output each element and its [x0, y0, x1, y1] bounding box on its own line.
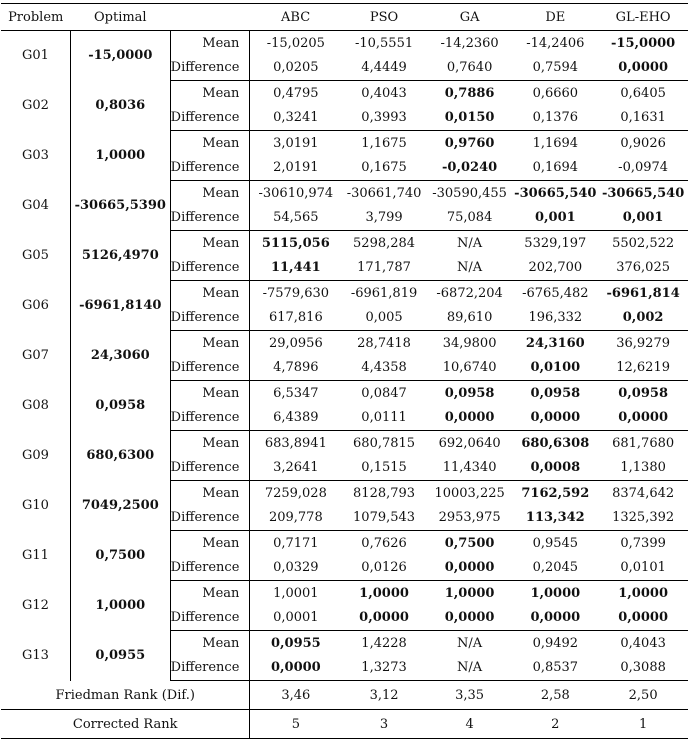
stat-label-mean: Mean [170, 281, 250, 306]
mean-value-cell: 1,0000 [359, 585, 409, 601]
difference-value-cell: 196,332 [512, 305, 598, 331]
mean-value-cell: 1,1675 [361, 135, 407, 151]
difference-value-cell: 0,005 [341, 305, 427, 331]
difference-value-cell: 75,084 [427, 205, 513, 231]
stat-label-difference: Difference [170, 655, 250, 681]
mean-value-cell: 1,0000 [618, 585, 668, 601]
problem-cell: G02 [1, 81, 70, 131]
mean-value-cell: 0,9545 [532, 535, 579, 551]
mean-value-cell: -30590,455 [432, 185, 507, 201]
mean-value-cell: 0,7500 [444, 535, 495, 551]
corrected-rank-value-cell: 5 [250, 710, 341, 739]
difference-value-cell: 2,0191 [250, 155, 341, 181]
header-de: DE [512, 4, 598, 31]
optimal-cell: 0,7500 [70, 531, 170, 581]
difference-value-cell: 3,799 [341, 205, 427, 231]
difference-value-cell: 54,565 [250, 205, 341, 231]
difference-value-cell: 0,0100 [512, 355, 598, 381]
mean-value-cell: 0,0955 [270, 635, 321, 651]
corrected-rank-value-cell: 1 [598, 710, 688, 739]
mean-value-cell: 1,0001 [273, 585, 319, 601]
mean-value-cell: 1,0000 [530, 585, 581, 601]
table-row [1, 431, 688, 456]
mean-value-cell: 5115,056 [261, 235, 330, 251]
mean-value-cell: -15,0205 [266, 35, 325, 51]
problem-cell: G04 [1, 181, 70, 231]
difference-value-cell: 4,4449 [341, 55, 427, 81]
difference-value-cell: 2953,975 [427, 505, 513, 531]
stat-label-mean: Mean [170, 531, 250, 556]
header-gl-eho: GL-EHO [598, 4, 688, 31]
mean-value-cell: 0,7399 [620, 535, 666, 551]
difference-value-cell: 0,0150 [427, 105, 513, 131]
optimal-cell: 1,0000 [70, 131, 170, 181]
mean-value-cell: 0,0958 [618, 385, 668, 401]
difference-value-cell: -0,0240 [427, 155, 513, 181]
mean-value-cell: 0,9492 [532, 635, 579, 651]
mean-value-cell: 0,7626 [361, 535, 407, 551]
optimal-cell: 0,0955 [70, 631, 170, 681]
stat-label-difference: Difference [170, 505, 250, 531]
corrected-rank-value-cell: 2 [512, 710, 598, 739]
difference-value-cell: 0,1376 [512, 105, 598, 131]
mean-value-cell: 0,4043 [620, 635, 666, 651]
difference-value-cell: 209,778 [250, 505, 341, 531]
mean-value-cell: -6872,204 [436, 285, 503, 301]
friedman-rank-value-cell: 2,50 [598, 681, 688, 710]
difference-value-cell: 0,001 [598, 205, 688, 231]
stat-label-difference: Difference [170, 605, 250, 631]
header-pso: PSO [341, 4, 427, 31]
mean-value-cell: -14,2406 [526, 35, 585, 51]
mean-value-cell: -15,0000 [611, 35, 676, 51]
difference-value-cell: N/A [427, 255, 513, 281]
header-abc: ABC [250, 4, 341, 31]
problem-cell: G08 [1, 381, 70, 431]
header-row [1, 4, 688, 31]
header-ga: GA [427, 4, 513, 31]
stat-label-difference: Difference [170, 305, 250, 331]
difference-value-cell: 10,6740 [427, 355, 513, 381]
stat-label-mean: Mean [170, 431, 250, 456]
difference-value-cell: 0,0205 [250, 55, 341, 81]
optimal-cell: -15,0000 [70, 31, 170, 81]
difference-value-cell: 113,342 [512, 505, 598, 531]
optimal-cell: 0,8036 [70, 81, 170, 131]
mean-value-cell: 34,9800 [442, 335, 497, 351]
difference-value-cell: 617,816 [250, 305, 341, 331]
difference-value-cell: 0,3993 [341, 105, 427, 131]
stat-label-mean: Mean [170, 631, 250, 656]
stat-label-difference: Difference [170, 455, 250, 481]
difference-value-cell: 0,8537 [512, 655, 598, 681]
stat-label-difference: Difference [170, 405, 250, 431]
difference-value-cell: 0,0000 [512, 605, 598, 631]
difference-value-cell: 4,7896 [250, 355, 341, 381]
optimal-cell: 24,3060 [70, 331, 170, 381]
difference-value-cell: 0,0111 [341, 405, 427, 431]
results-table [1, 3, 688, 739]
difference-value-cell: 0,0329 [250, 555, 341, 581]
difference-value-cell: 0,0000 [598, 605, 688, 631]
table-row [1, 231, 688, 256]
difference-value-cell: 1,1380 [598, 455, 688, 481]
mean-value-cell: N/A [457, 635, 483, 651]
mean-value-cell: 0,9760 [444, 135, 495, 151]
mean-value-cell: 0,0958 [444, 385, 495, 401]
table-row [1, 631, 688, 656]
problem-cell: G11 [1, 531, 70, 581]
difference-value-cell: 0,0000 [427, 555, 513, 581]
stat-label-difference: Difference [170, 55, 250, 81]
optimal-cell: 5126,4970 [70, 231, 170, 281]
optimal-cell: -6961,8140 [70, 281, 170, 331]
mean-value-cell: -30665,540 [601, 185, 685, 201]
mean-value-cell: 1,4228 [361, 635, 407, 651]
problem-cell: G03 [1, 131, 70, 181]
mean-value-cell: 1,1694 [532, 135, 579, 151]
friedman-rank-label: Friedman Rank (Dif.) [1, 681, 250, 710]
stat-label-difference: Difference [170, 355, 250, 381]
mean-value-cell: 0,0958 [530, 385, 581, 401]
problem-cell: G01 [1, 31, 70, 81]
friedman-rank-value-cell: 3,12 [341, 681, 427, 710]
optimal-cell: 1,0000 [70, 581, 170, 631]
mean-value-cell: 0,9026 [620, 135, 666, 151]
table-row [1, 531, 688, 556]
friedman-rank-row [1, 681, 688, 710]
stat-label-difference: Difference [170, 555, 250, 581]
mean-value-cell: 692,0640 [438, 435, 501, 451]
mean-value-cell: -10,5551 [354, 35, 414, 51]
problem-cell: G10 [1, 481, 70, 531]
mean-value-cell: 29,0956 [268, 335, 323, 351]
mean-value-cell: 0,4795 [273, 85, 319, 101]
difference-value-cell: 0,0008 [512, 455, 598, 481]
friedman-rank-value-cell: 3,35 [427, 681, 513, 710]
difference-value-cell: 0,0000 [341, 605, 427, 631]
difference-value-cell: 89,610 [427, 305, 513, 331]
difference-value-cell: 0,1631 [598, 105, 688, 131]
difference-value-cell: 202,700 [512, 255, 598, 281]
difference-value-cell: 0,0126 [341, 555, 427, 581]
difference-value-cell: 0,3241 [250, 105, 341, 131]
difference-value-cell: 0,3088 [598, 655, 688, 681]
mean-value-cell: 28,7418 [357, 335, 411, 351]
corrected-rank-value-cell: 3 [341, 710, 427, 739]
optimal-cell: 680,6300 [70, 431, 170, 481]
problem-cell: G12 [1, 581, 70, 631]
mean-value-cell: 3,0191 [273, 135, 319, 151]
mean-value-cell: -30665,540 [514, 185, 597, 201]
table-row [1, 581, 688, 606]
problem-cell: G06 [1, 281, 70, 331]
difference-value-cell: 0,002 [598, 305, 688, 331]
stat-label-difference: Difference [170, 255, 250, 281]
mean-value-cell: 1,0000 [444, 585, 495, 601]
mean-value-cell: -30610,974 [258, 185, 334, 201]
stat-label-difference: Difference [170, 205, 250, 231]
stat-label-mean: Mean [170, 131, 250, 156]
difference-value-cell: 0,2045 [512, 555, 598, 581]
problem-cell: G09 [1, 431, 70, 481]
stat-label-difference: Difference [170, 155, 250, 181]
mean-value-cell: -14,2360 [440, 35, 499, 51]
table-body [1, 31, 688, 739]
difference-value-cell: 0,0000 [512, 405, 598, 431]
mean-value-cell: 0,0847 [361, 385, 407, 401]
difference-value-cell: 0,0001 [250, 605, 341, 631]
difference-value-cell: 171,787 [341, 255, 427, 281]
mean-value-cell: 5502,522 [612, 235, 675, 251]
corrected-rank-value-cell: 4 [427, 710, 513, 739]
mean-value-cell: 10003,225 [434, 485, 505, 501]
stat-label-mean: Mean [170, 231, 250, 256]
mean-value-cell: -6765,482 [522, 285, 589, 301]
stat-label-mean: Mean [170, 181, 250, 206]
difference-value-cell: 1079,543 [341, 505, 427, 531]
mean-value-cell: 0,4043 [361, 85, 407, 101]
difference-value-cell: -0,0974 [598, 155, 688, 181]
difference-value-cell: 376,025 [598, 255, 688, 281]
difference-value-cell: 0,001 [512, 205, 598, 231]
mean-value-cell: 8128,793 [353, 485, 416, 501]
difference-value-cell: 0,7594 [512, 55, 598, 81]
optimal-cell: 0,0958 [70, 381, 170, 431]
stat-label-mean: Mean [170, 31, 250, 56]
mean-value-cell: 680,7815 [353, 435, 416, 451]
mean-value-cell: 683,8941 [264, 435, 327, 451]
problem-cell: G05 [1, 231, 70, 281]
difference-value-cell: 0,0000 [427, 605, 513, 631]
header-stat [170, 4, 250, 31]
stat-label-mean: Mean [170, 81, 250, 106]
corrected-rank-label: Corrected Rank [1, 710, 250, 739]
mean-value-cell: -6961,814 [606, 285, 680, 301]
mean-value-cell: 7162,592 [521, 485, 590, 501]
mean-value-cell: 8374,642 [612, 485, 675, 501]
mean-value-cell: 24,3160 [525, 335, 585, 351]
table-row [1, 281, 688, 306]
problem-cell: G07 [1, 331, 70, 381]
stat-label-mean: Mean [170, 331, 250, 356]
header-problem: Problem [1, 4, 70, 31]
mean-value-cell: -7579,630 [262, 285, 330, 301]
mean-value-cell: 6,5347 [273, 385, 319, 401]
mean-value-cell: 0,6405 [620, 85, 666, 101]
mean-value-cell: 681,7680 [612, 435, 675, 451]
friedman-rank-value-cell: 2,58 [512, 681, 598, 710]
difference-value-cell: 0,1694 [512, 155, 598, 181]
table-row [1, 181, 688, 206]
difference-value-cell: 1325,392 [598, 505, 688, 531]
difference-value-cell: 3,2641 [250, 455, 341, 481]
stat-label-mean: Mean [170, 381, 250, 406]
corrected-rank-row [1, 710, 688, 739]
difference-value-cell: 0,0000 [598, 405, 688, 431]
mean-value-cell: 0,7171 [273, 535, 319, 551]
difference-value-cell: N/A [427, 655, 513, 681]
mean-value-cell: 0,7886 [444, 85, 495, 101]
mean-value-cell: -6961,819 [350, 285, 418, 301]
difference-value-cell: 0,1515 [341, 455, 427, 481]
difference-value-cell: 0,0000 [250, 655, 341, 681]
mean-value-cell: -30661,740 [346, 185, 422, 201]
stat-label-mean: Mean [170, 481, 250, 506]
problem-cell: G13 [1, 631, 70, 681]
mean-value-cell: 0,6660 [532, 85, 579, 101]
mean-value-cell: 680,6308 [521, 435, 590, 451]
table-row [1, 131, 688, 156]
difference-value-cell: 4,4358 [341, 355, 427, 381]
difference-value-cell: 6,4389 [250, 405, 341, 431]
mean-value-cell: N/A [457, 235, 483, 251]
difference-value-cell: 0,1675 [341, 155, 427, 181]
mean-value-cell: 5329,197 [524, 235, 587, 251]
mean-value-cell: 36,9279 [616, 335, 670, 351]
table-row [1, 81, 688, 106]
stat-label-difference: Difference [170, 105, 250, 131]
optimal-cell: -30665,5390 [70, 181, 170, 231]
difference-value-cell: 11,4340 [427, 455, 513, 481]
table-row [1, 481, 688, 506]
difference-value-cell: 0,7640 [427, 55, 513, 81]
mean-value-cell: 5298,284 [353, 235, 416, 251]
difference-value-cell: 12,6219 [598, 355, 688, 381]
difference-value-cell: 0,0101 [598, 555, 688, 581]
stat-label-mean: Mean [170, 581, 250, 606]
mean-value-cell: 7259,028 [264, 485, 327, 501]
table-row [1, 381, 688, 406]
optimal-cell: 7049,2500 [70, 481, 170, 531]
table-row [1, 31, 688, 56]
table-row [1, 331, 688, 356]
difference-value-cell: 0,0000 [427, 405, 513, 431]
difference-value-cell: 11,441 [250, 255, 341, 281]
header-optimal: Optimal [70, 4, 170, 31]
difference-value-cell: 0,0000 [598, 55, 688, 81]
difference-value-cell: 1,3273 [341, 655, 427, 681]
friedman-rank-value-cell: 3,46 [250, 681, 341, 710]
